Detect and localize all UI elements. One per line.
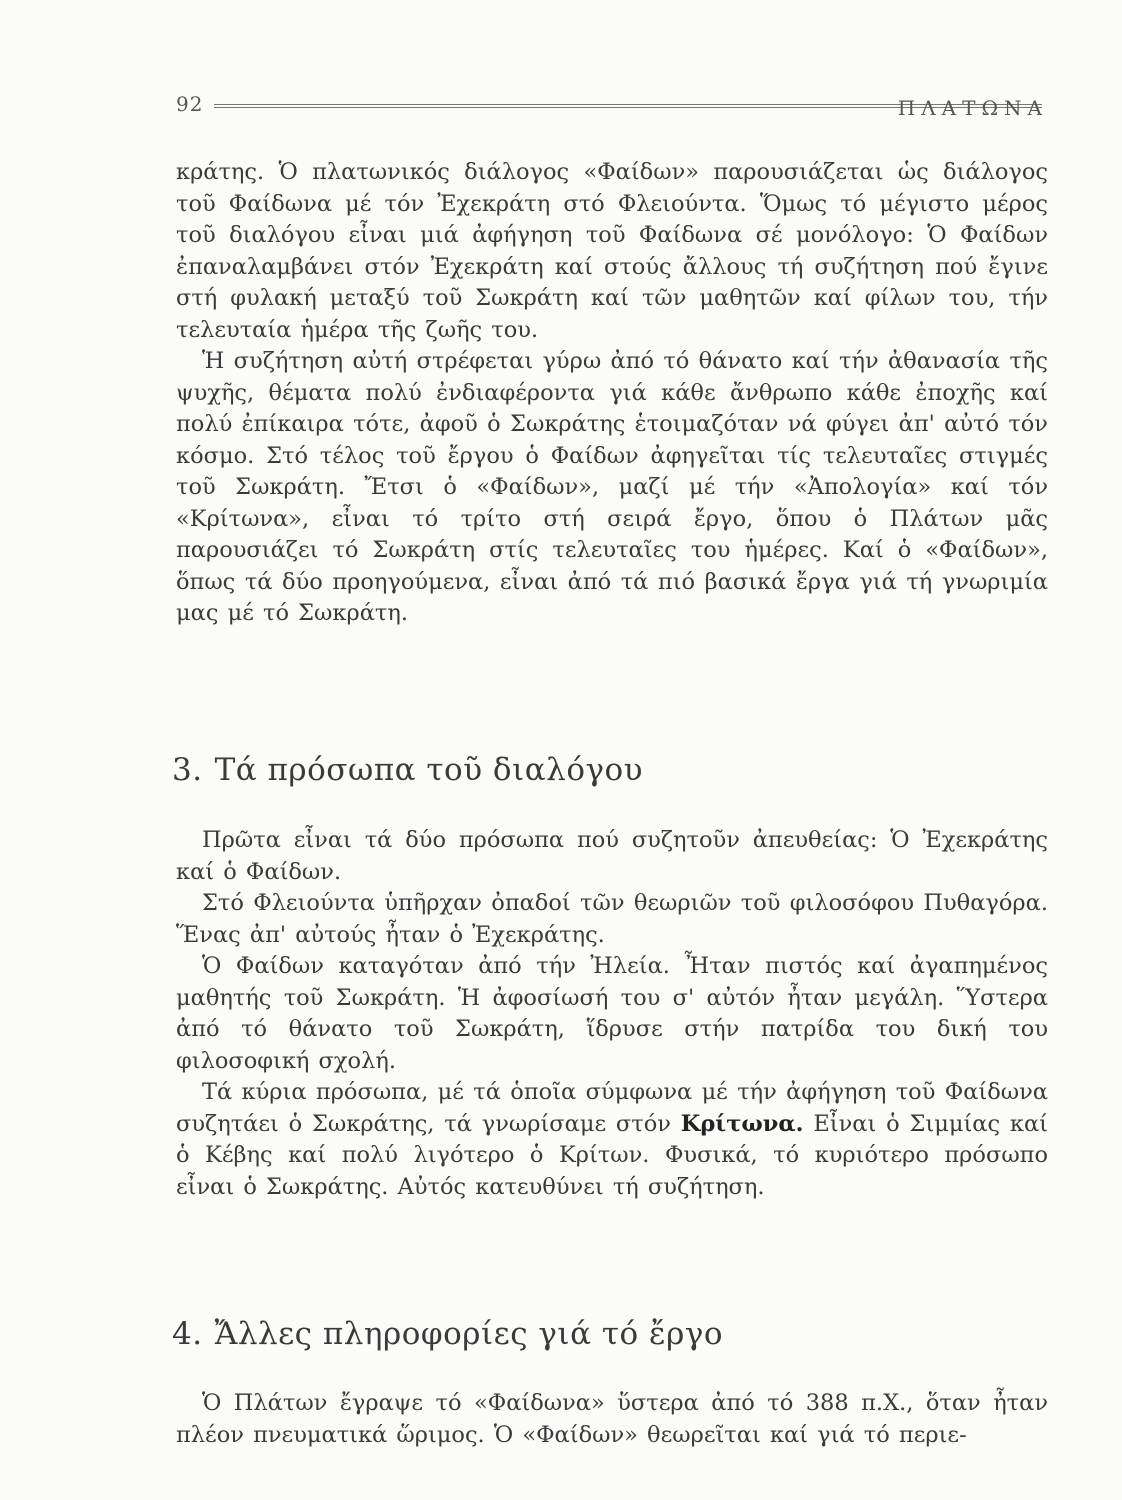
- paragraph: κράτης. Ὁ πλατωνικός διάλογος «Φαίδων» παρουσιάζεται ὡς διάλογος τοῦ Φαίδωνα μέ τόν Ἐχεκράτη στό Φλειούντα. Ὅμως τό μέγιστο μέρος τοῦ διαλόγου εἶναι μιά ἀφήγηση τοῦ Φαίδωνα σέ μονόλογο: Ὁ Φαίδων ἐπαναλαμβάνει στόν Ἐχεκράτη καί στούς ἄλλους τή συζήτηση πού ἔγινε στή φυλακή μεταξύ τοῦ Σωκράτη καί τῶν μαθητῶν καί φίλων του, τήν τελευταία ἡμέρα τῆς ζωῆς του.: [176, 159, 1048, 343]
- text-run: Εἶναι ὁ Σιμμίας καί ὁ Κέβης καί πολύ λιγότερο ὁ Κρίτων. Φυσικά, τό κυριότερο πρόσωπο εἶναι ὁ Σωκράτης. Αὐτός κατευθύνει τή συζήτηση.: [176, 1110, 1048, 1200]
- paragraph: Πρῶτα εἶναι τά δύο πρόσωπα πού συζητοῦν ἀπευθείας: Ὁ Ἐχεκράτης καί ὁ Φαίδων.: [176, 827, 1048, 885]
- section-4-text: [176, 1388, 1048, 1451]
- section-title: Τά πρόσωπα τοῦ διαλόγου: [214, 752, 644, 788]
- paragraph: Στό Φλειούντα ὑπῆρχαν ὀπαδοί τῶν θεωριῶν τοῦ φιλοσόφου Πυθαγόρα. Ἕνας ἀπ' αὐτούς ἦταν ὁ Ἐχεκράτης.: [176, 890, 1048, 948]
- page-number: 92: [176, 92, 204, 116]
- paragraph: Ὁ Πλάτων ἔγραψε τό «Φαίδωνα» ὕστερα ἀπό τό 388 π.Χ., ὅταν ἦταν πλέον πνευματικά ὥριμος. Ὁ «Φαίδων» θεωρεῖται καί γιά τό περιε-: [176, 1390, 1048, 1448]
- intro-text: [176, 157, 1048, 630]
- running-head: [176, 92, 1048, 122]
- section-number: 3.: [172, 752, 203, 788]
- text-run: Τά κύρια πρόσωπα, μέ τά ὁποῖα σύμφωνα μέ τήν ἀφήγηση τοῦ Φαίδωνα συζητάει ὁ Σωκράτης, τά γνωρίσαμε στόν: [176, 1079, 1048, 1137]
- section-number: 4.: [172, 1316, 203, 1352]
- bold-title: Κρίτωνα.: [680, 1110, 804, 1137]
- paragraph: [176, 1077, 1048, 1203]
- running-title: ΠΛΑΤΩΝΑ: [897, 96, 1048, 120]
- paragraph: Ὁ Φαίδων καταγόταν ἀπό τήν Ἠλεία. Ἦταν πιστός καί ἀγαπημένος μαθητής τοῦ Σωκράτη. Ἡ ἀφοσίωσή του σ' αὐτόν ἦταν μεγάλη. Ὕστερα ἀπό τό θάνατο τοῦ Σωκράτη, ἵδρυσε στήν πατρίδα του δική του φιλοσοφική σχολή.: [176, 953, 1048, 1074]
- section-title: Ἄλλες πληροφορίες γιά τό ἔργο: [214, 1316, 724, 1352]
- section-3-text: [176, 825, 1048, 1203]
- paragraph: Ἡ συζήτηση αὐτή στρέφεται γύρω ἀπό τό θάνατο καί τήν ἀθανασία τῆς ψυχῆς, θέματα πολύ ἐνδιαφέροντα γιά κάθε ἄνθρωπο κάθε ἐποχῆς καί πολύ ἐπίκαιρα τότε, ἀφοῦ ὁ Σωκράτης ἑτοιμαζόταν νά φύγει ἀπ' αὐτό τόν κόσμο. Στό τέλος τοῦ ἔργου ὁ Φαίδων ἀφηγεῖται τίς τελευταῖες στιγμές τοῦ Σωκράτη. Ἔτσι ὁ «Φαίδων», μαζί μέ τήν «Ἀπολογία» καί τόν «Κρίτωνα», εἶναι τό τρίτο στή σειρά ἔργο, ὅπου ὁ Πλάτων μᾶς παρουσιάζει τό Σωκράτη στίς τελευταῖες του ἡμέρες. Καί ὁ «Φαίδων», ὅπως τά δύο προηγούμενα, εἶναι ἀπό τά πιό βασικά ἔργα γιά τή γνωριμία μας μέ τό Σωκράτη.: [176, 348, 1048, 626]
- section-heading-4: [172, 1316, 723, 1352]
- section-heading-3: [172, 752, 643, 788]
